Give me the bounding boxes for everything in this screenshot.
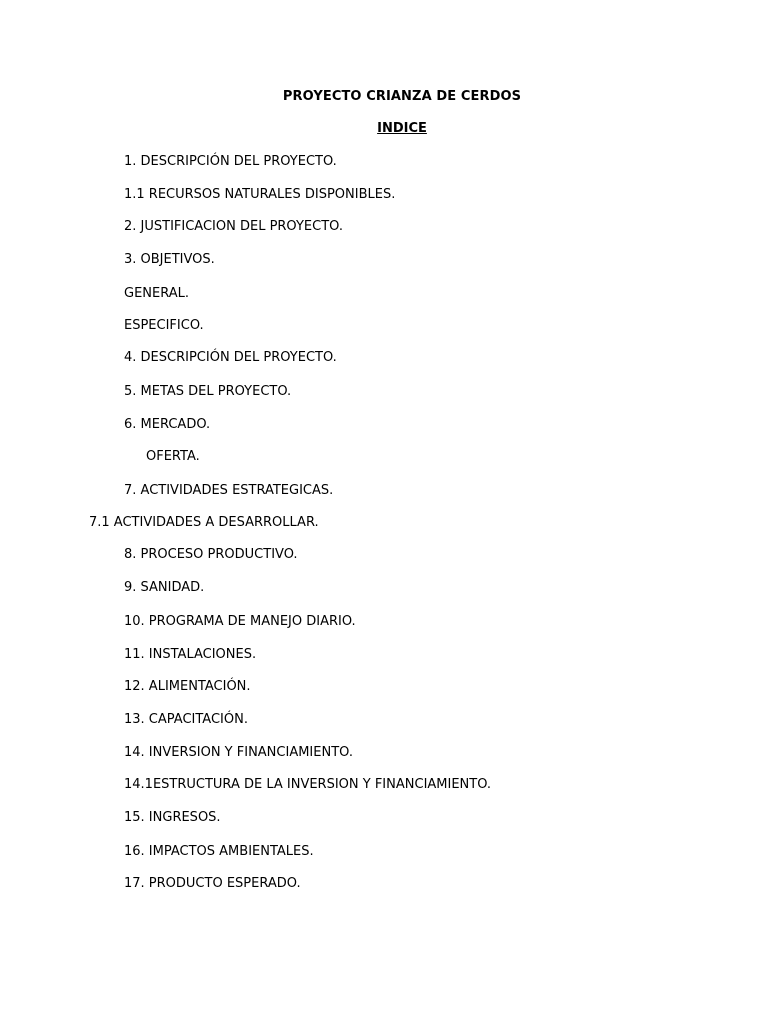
document-title: PROYECTO CRIANZA DE CERDOS xyxy=(282,89,522,104)
toc-entry: 17. PRODUCTO ESPERADO. xyxy=(124,876,301,891)
toc-entry: 1. DESCRIPCIÓN DEL PROYECTO. xyxy=(124,154,337,169)
index-heading: INDICE xyxy=(377,121,427,136)
toc-entry: 4. DESCRIPCIÓN DEL PROYECTO. xyxy=(124,350,337,365)
toc-entry: ESPECIFICO. xyxy=(124,318,204,333)
toc-entry: 13. CAPACITACIÓN. xyxy=(124,712,248,727)
toc-entry: 16. IMPACTOS AMBIENTALES. xyxy=(124,844,314,859)
toc-entry: 7. ACTIVIDADES ESTRATEGICAS. xyxy=(124,483,334,498)
toc-entry: 10. PROGRAMA DE MANEJO DIARIO. xyxy=(124,614,356,629)
toc-entry: 7.1 ACTIVIDADES A DESARROLLAR. xyxy=(89,515,319,530)
toc-entry: 6. MERCADO. xyxy=(124,417,211,432)
toc-entry: 12. ALIMENTACIÓN. xyxy=(124,679,251,694)
toc-entry: 9. SANIDAD. xyxy=(124,580,205,595)
toc-entry: 1.1 RECURSOS NATURALES DISPONIBLES. xyxy=(124,187,396,202)
toc-entry: 2. JUSTIFICACION DEL PROYECTO. xyxy=(124,219,343,234)
toc-entry: 15. INGRESOS. xyxy=(124,810,221,825)
toc-entry: 11. INSTALACIONES. xyxy=(124,647,257,662)
toc-entry: 5. METAS DEL PROYECTO. xyxy=(124,384,292,399)
toc-entry: 3. OBJETIVOS. xyxy=(124,252,215,267)
toc-entry: 8. PROCESO PRODUCTIVO. xyxy=(124,547,298,562)
toc-entry: OFERTA. xyxy=(146,449,200,464)
toc-entry: 14.1ESTRUCTURA DE LA INVERSION Y FINANCIAMIENTO. xyxy=(124,777,492,792)
toc-entry: GENERAL. xyxy=(124,286,189,301)
toc-entry: 14. INVERSION Y FINANCIAMIENTO. xyxy=(124,745,353,760)
